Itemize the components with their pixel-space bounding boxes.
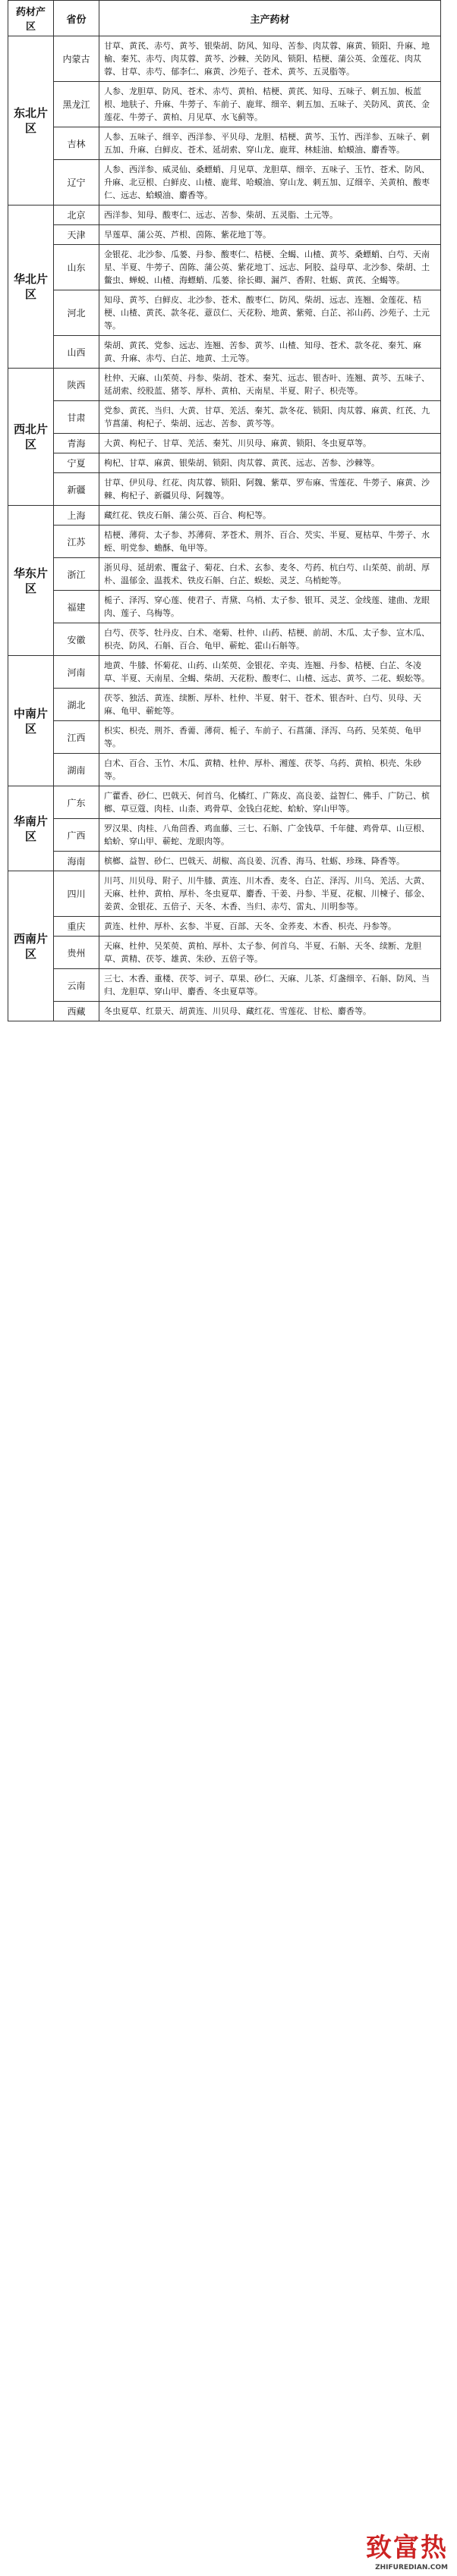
table-row bbox=[8, 558, 441, 591]
table-row bbox=[8, 160, 441, 206]
table-row bbox=[8, 245, 441, 290]
header-herbs: 主产药材 bbox=[99, 1, 441, 36]
province-cell: 青海 bbox=[54, 434, 99, 453]
header-region: 药材产区 bbox=[8, 1, 54, 36]
herbs-cell: 白术、百合、玉竹、木瓜、黄精、杜仲、厚朴、湘莲、茯苓、乌药、黄柏、枳壳、朱砂等。 bbox=[99, 754, 441, 786]
province-cell: 吉林 bbox=[54, 127, 99, 160]
province-cell: 山西 bbox=[54, 336, 99, 369]
province-cell: 湖北 bbox=[54, 689, 99, 721]
table-row bbox=[8, 336, 441, 369]
herbs-cell: 栀子、泽泻、穿心莲、使君子、青黛、乌梢、太子参、银耳、灵芝、金线莲、建曲、龙眼肉、莲子、乌梅等。 bbox=[99, 591, 441, 623]
province-cell: 湖南 bbox=[54, 754, 99, 786]
herbs-cell: 旱莲草、蒲公英、芦根、茵陈、紫花地丁等。 bbox=[99, 225, 441, 245]
herbs-cell: 三七、木香、重楼、茯苓、诃子、草果、砂仁、天麻、儿茶、灯盏细辛、石斛、防风、当归、龙胆草、穿山甲、麝香、冬虫夏草等。 bbox=[99, 969, 441, 1002]
region-cell: 华东片区 bbox=[8, 506, 54, 656]
herbs-cell: 槟榔、益智、砂仁、巴戟天、胡椒、高良姜、沉香、海马、牡蛎、珍珠、降香等。 bbox=[99, 852, 441, 871]
province-cell: 重庆 bbox=[54, 917, 99, 937]
table-row bbox=[8, 506, 441, 526]
province-cell: 江西 bbox=[54, 721, 99, 754]
herbs-cell: 浙贝母、延胡索、覆盆子、菊花、白术、玄参、麦冬、芍药、杭白芍、山茱萸、前胡、厚朴、温郁金、温莪术、铁皮石斛、白芷、蜈蚣、灵芝、乌梢蛇等。 bbox=[99, 558, 441, 591]
herbs-cell: 知母、黄芩、白鲜皮、北沙参、苍术、酸枣仁、防风、柴胡、远志、连翘、金莲花、桔梗、山楂、黄芪、款冬花、薏苡仁、天花粉、地黄、紫菀、白芷、祁山药、沙苑子、土元等。 bbox=[99, 290, 441, 336]
province-cell: 河北 bbox=[54, 290, 99, 336]
herbs-cell: 杜仲、天麻、山茱萸、丹参、柴胡、苍术、秦艽、远志、银杏叶、连翘、黄芩、五味子、延胡索、绞股蓝、猪苓、厚朴、黄柏、天南星、半夏、附子、枳壳等。 bbox=[99, 369, 441, 401]
herbs-cell: 桔梗、薄荷、太子参、苏薄荷、茅苍术、荆芥、百合、芡实、半夏、夏枯草、牛蒡子、水蛭、明党参、蟾酥、龟甲等。 bbox=[99, 526, 441, 558]
herbs-cell: 甘草、伊贝母、红花、肉苁蓉、锁阳、阿魏、紫草、罗布麻、雪莲花、牛蒡子、麻黄、沙棘、枸杞子、新疆贝母、阿魏等。 bbox=[99, 473, 441, 506]
table-row bbox=[8, 526, 441, 558]
table-body bbox=[8, 36, 441, 1021]
table-row bbox=[8, 453, 441, 473]
province-cell: 河南 bbox=[54, 656, 99, 689]
province-cell: 天津 bbox=[54, 225, 99, 245]
table-row bbox=[8, 656, 441, 689]
herbs-cell: 川芎、川贝母、附子、川牛膝、黄连、川木香、麦冬、白芷、泽泻、川乌、羌活、大黄、天麻、杜仲、黄柏、厚朴、冬虫夏草、麝香、干姜、丹参、半夏、花椒、川楝子、郁金、姜黄、金银花、五倍子、天冬、木香、当归、赤芍、雷丸、川明参等。 bbox=[99, 871, 441, 917]
header-province: 省份 bbox=[54, 1, 99, 36]
table-row bbox=[8, 206, 441, 225]
table-row bbox=[8, 819, 441, 852]
herbs-cell: 枸杞、甘草、麻黄、银柴胡、锁阳、肉苁蓉、黄芪、远志、苦参、沙棘等。 bbox=[99, 453, 441, 473]
watermark-title: 致富热 bbox=[366, 2533, 448, 2563]
herbs-cell: 柴胡、黄芪、党参、远志、连翘、苦参、黄芩、山楂、知母、苍术、款冬花、秦艽、麻黄、升麻、赤芍、白芷、地黄、土元等。 bbox=[99, 336, 441, 369]
province-cell: 宁夏 bbox=[54, 453, 99, 473]
herbs-cell: 甘草、黄芪、赤芍、黄芩、银柴胡、防风、知母、苦参、肉苁蓉、麻黄、锁阳、升麻、地榆、秦艽、赤芍、肉苁蓉、黄芩、沙棘、关防风、锁阳、桔梗、蒲公英、金莲花、肉苁蓉、甘草、赤芍、郁李仁、麻黄、沙苑子、苍术、黄芩、五灵脂等。 bbox=[99, 36, 441, 82]
province-cell: 新疆 bbox=[54, 473, 99, 506]
table-row bbox=[8, 786, 441, 819]
table-row bbox=[8, 689, 441, 721]
herbs-cell: 人参、西洋参、威灵仙、桑螵蛸、月见草、龙胆草、细辛、五味子、玉竹、苍术、防风、升麻、北豆根、白鲜皮、山楂、鹿茸、哈蟆油、穿山龙、刺五加、辽细辛、关黄柏、酸枣仁、远志、蛤蟆油、麝香等。 bbox=[99, 160, 441, 206]
table-row bbox=[8, 1002, 441, 1021]
table-row bbox=[8, 917, 441, 937]
table-row bbox=[8, 721, 441, 754]
herbs-cell: 广藿香、砂仁、巴戟天、何首乌、化橘红、广陈皮、高良姜、益智仁、佛手、广防己、槟榔、草豆蔻、肉桂、山柰、鸡骨草、金钱白花蛇、蛤蚧、穿山甲等。 bbox=[99, 786, 441, 819]
province-cell: 西藏 bbox=[54, 1002, 99, 1021]
herbs-cell: 冬虫夏草、红景天、胡黄连、川贝母、藏红花、雪莲花、甘松、麝香等。 bbox=[99, 1002, 441, 1021]
table-row bbox=[8, 401, 441, 434]
province-cell: 浙江 bbox=[54, 558, 99, 591]
region-cell: 中南片区 bbox=[8, 656, 54, 786]
herbs-cell: 人参、龙胆草、防风、苍术、赤芍、黄柏、桔梗、黄芪、知母、五味子、刺五加、板蓝根、地肤子、升麻、牛蒡子、车前子、鹿茸、细辛、刺五加、五味子、关防风、黄芪、金莲花、牛蒡子、黄柏、月见草、水飞蓟等。 bbox=[99, 82, 441, 127]
herbs-cell: 金银花、北沙参、瓜蒌、丹参、酸枣仁、桔梗、全蝎、山楂、黄芩、桑螵蛸、白芍、天南星、半夏、牛蒡子、茵陈、蒲公英、紫花地丁、远志、阿胶、益母草、北沙参、柴胡、土鳖虫、蝉蜕、山楂、海螵蛸、瓜蒌、徐长卿、漏芦、香附、牡蛎、黄芪、全蝎等。 bbox=[99, 245, 441, 290]
region-cell: 华北片区 bbox=[8, 206, 54, 369]
herbs-cell: 党参、黄芪、当归、大黄、甘草、羌活、秦艽、款冬花、锁阳、肉苁蓉、麻黄、红芪、九节菖蒲、枸杞子、柴胡、远志、苦参、黄芩等。 bbox=[99, 401, 441, 434]
herb-region-table bbox=[8, 0, 441, 1021]
region-cell: 西北片区 bbox=[8, 369, 54, 506]
table-row bbox=[8, 82, 441, 127]
region-cell: 华南片区 bbox=[8, 786, 54, 871]
site-watermark bbox=[366, 2527, 448, 2571]
herbs-cell: 地黄、牛膝、怀菊花、山药、山茱萸、金银花、辛夷、连翘、丹参、桔梗、白芷、冬凌草、半夏、天南星、全蝎、柴胡、天花粉、酸枣仁、山楂、远志、黄芩、二花、蜈蚣等。 bbox=[99, 656, 441, 689]
province-cell: 内蒙古 bbox=[54, 36, 99, 82]
herbs-cell: 人参、五味子、细辛、西洋参、平贝母、龙胆、桔梗、黄芩、玉竹、西洋参、五味子、刺五加、升麻、白鲜皮、苍术、延胡索、穿山龙、鹿茸、林蛙油、蛤蟆油、麝香等。 bbox=[99, 127, 441, 160]
province-cell: 辽宁 bbox=[54, 160, 99, 206]
province-cell: 安徽 bbox=[54, 623, 99, 656]
herbs-cell: 白芍、茯苓、牡丹皮、白术、亳菊、杜仲、山药、桔梗、前胡、木瓜、太子参、宣木瓜、枳壳、防风、石斛、百合、龟甲、蕲蛇、霍山石斛等。 bbox=[99, 623, 441, 656]
table-row bbox=[8, 473, 441, 506]
province-cell: 海南 bbox=[54, 852, 99, 871]
province-cell: 黑龙江 bbox=[54, 82, 99, 127]
table-row bbox=[8, 852, 441, 871]
table-row bbox=[8, 754, 441, 786]
province-cell: 上海 bbox=[54, 506, 99, 526]
herbs-cell: 茯苓、独活、黄连、续断、厚朴、杜仲、半夏、射干、苍术、银杏叶、白芍、贝母、天麻、龟甲、蕲蛇等。 bbox=[99, 689, 441, 721]
table-row bbox=[8, 969, 441, 1002]
table-row bbox=[8, 623, 441, 656]
province-cell: 北京 bbox=[54, 206, 99, 225]
table-row bbox=[8, 290, 441, 336]
table-row bbox=[8, 369, 441, 401]
herbs-cell: 枳实、枳壳、荆芥、香薷、薄荷、栀子、车前子、石菖蒲、泽泻、乌药、吴茱萸、龟甲等。 bbox=[99, 721, 441, 754]
table-row bbox=[8, 937, 441, 969]
table-row bbox=[8, 225, 441, 245]
watermark-subtitle: ZHIFUREDIAN.COM bbox=[375, 2564, 448, 2571]
herbs-cell: 天麻、杜仲、吴茱萸、黄柏、厚朴、太子参、何首乌、半夏、石斛、天冬、续断、龙胆草、黄精、茯苓、雄黄、朱砂、五倍子等。 bbox=[99, 937, 441, 969]
herbs-cell: 黄连、杜仲、厚朴、玄参、半夏、百部、天冬、金荞麦、木香、枳壳、丹参等。 bbox=[99, 917, 441, 937]
province-cell: 山东 bbox=[54, 245, 99, 290]
herbs-cell: 大黄、枸杞子、甘草、羌活、秦艽、川贝母、麻黄、锁阳、冬虫夏草等。 bbox=[99, 434, 441, 453]
region-cell: 东北片区 bbox=[8, 36, 54, 206]
table-header-row bbox=[8, 1, 441, 36]
region-cell: 西南片区 bbox=[8, 871, 54, 1021]
province-cell: 甘肃 bbox=[54, 401, 99, 434]
province-cell: 云南 bbox=[54, 969, 99, 1002]
province-cell: 福建 bbox=[54, 591, 99, 623]
table-row bbox=[8, 434, 441, 453]
table-row bbox=[8, 591, 441, 623]
table-row bbox=[8, 871, 441, 917]
table-row bbox=[8, 36, 441, 82]
province-cell: 江苏 bbox=[54, 526, 99, 558]
province-cell: 陕西 bbox=[54, 369, 99, 401]
province-cell: 广西 bbox=[54, 819, 99, 852]
province-cell: 广东 bbox=[54, 786, 99, 819]
herbs-cell: 藏红花、铁皮石斛、蒲公英、百合、枸杞等。 bbox=[99, 506, 441, 526]
province-cell: 贵州 bbox=[54, 937, 99, 969]
table-row bbox=[8, 127, 441, 160]
province-cell: 四川 bbox=[54, 871, 99, 917]
herbs-cell: 西洋参、知母、酸枣仁、远志、苦参、柴胡、五灵脂、土元等。 bbox=[99, 206, 441, 225]
herbs-cell: 罗汉果、肉桂、八角茴香、鸡血藤、三七、石斛、广金钱草、千年健、鸡骨草、山豆根、蛤蚧、穿山甲、蕲蛇、龙眼肉等。 bbox=[99, 819, 441, 852]
